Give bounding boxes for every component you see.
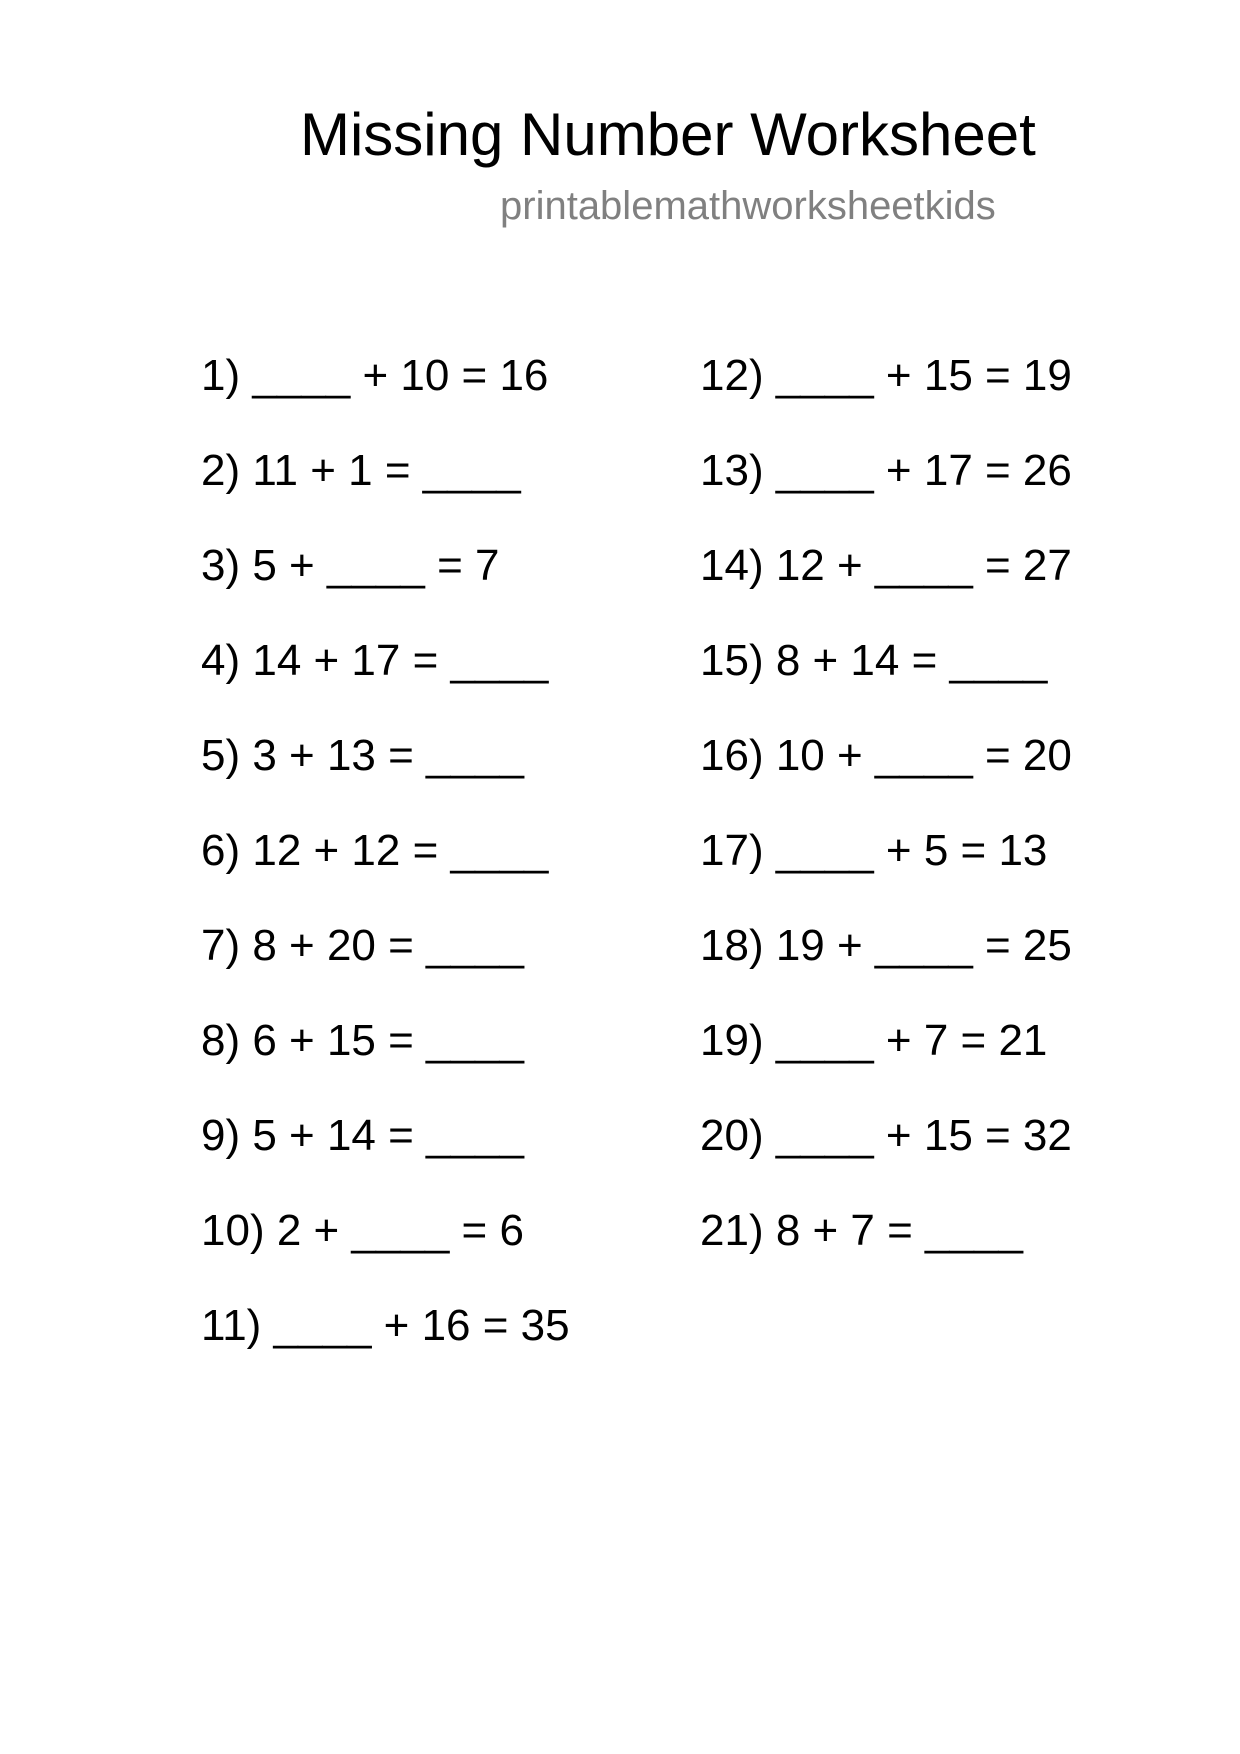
problem-item: 18) 19 + ____ = 25 (700, 921, 1072, 970)
problem-item: 8) 6 + 15 = ____ (201, 1016, 524, 1065)
problem-item: 10) 2 + ____ = 6 (201, 1206, 524, 1255)
problem-item: 4) 14 + 17 = ____ (201, 636, 549, 685)
problems-right-column (700, 350, 1072, 1300)
problem-item: 19) ____ + 7 = 21 (700, 1016, 1048, 1065)
problems-left-column (201, 350, 570, 1395)
problem-item: 11) ____ + 16 = 35 (201, 1301, 570, 1350)
problem-item: 6) 12 + 12 = ____ (201, 826, 549, 875)
problem-item: 17) ____ + 5 = 13 (700, 826, 1048, 875)
problem-item: 5) 3 + 13 = ____ (201, 731, 524, 780)
problem-item: 9) 5 + 14 = ____ (201, 1111, 524, 1160)
problem-item: 2) 11 + 1 = ____ (201, 446, 521, 495)
problem-item: 20) ____ + 15 = 32 (700, 1111, 1072, 1160)
problem-item: 3) 5 + ____ = 7 (201, 541, 500, 590)
problem-item: 7) 8 + 20 = ____ (201, 921, 524, 970)
problem-item: 16) 10 + ____ = 20 (700, 731, 1072, 780)
problem-item: 12) ____ + 15 = 19 (700, 351, 1072, 400)
problem-item: 14) 12 + ____ = 27 (700, 541, 1072, 590)
worksheet-source: printablemathworksheetkids (500, 184, 996, 228)
problem-item: 13) ____ + 17 = 26 (700, 446, 1072, 495)
problem-item: 15) 8 + 14 = ____ (700, 636, 1048, 685)
problem-item: 21) 8 + 7 = ____ (700, 1206, 1023, 1255)
problem-item: 1) ____ + 10 = 16 (201, 351, 549, 400)
worksheet-title: Missing Number Worksheet (300, 101, 1036, 168)
